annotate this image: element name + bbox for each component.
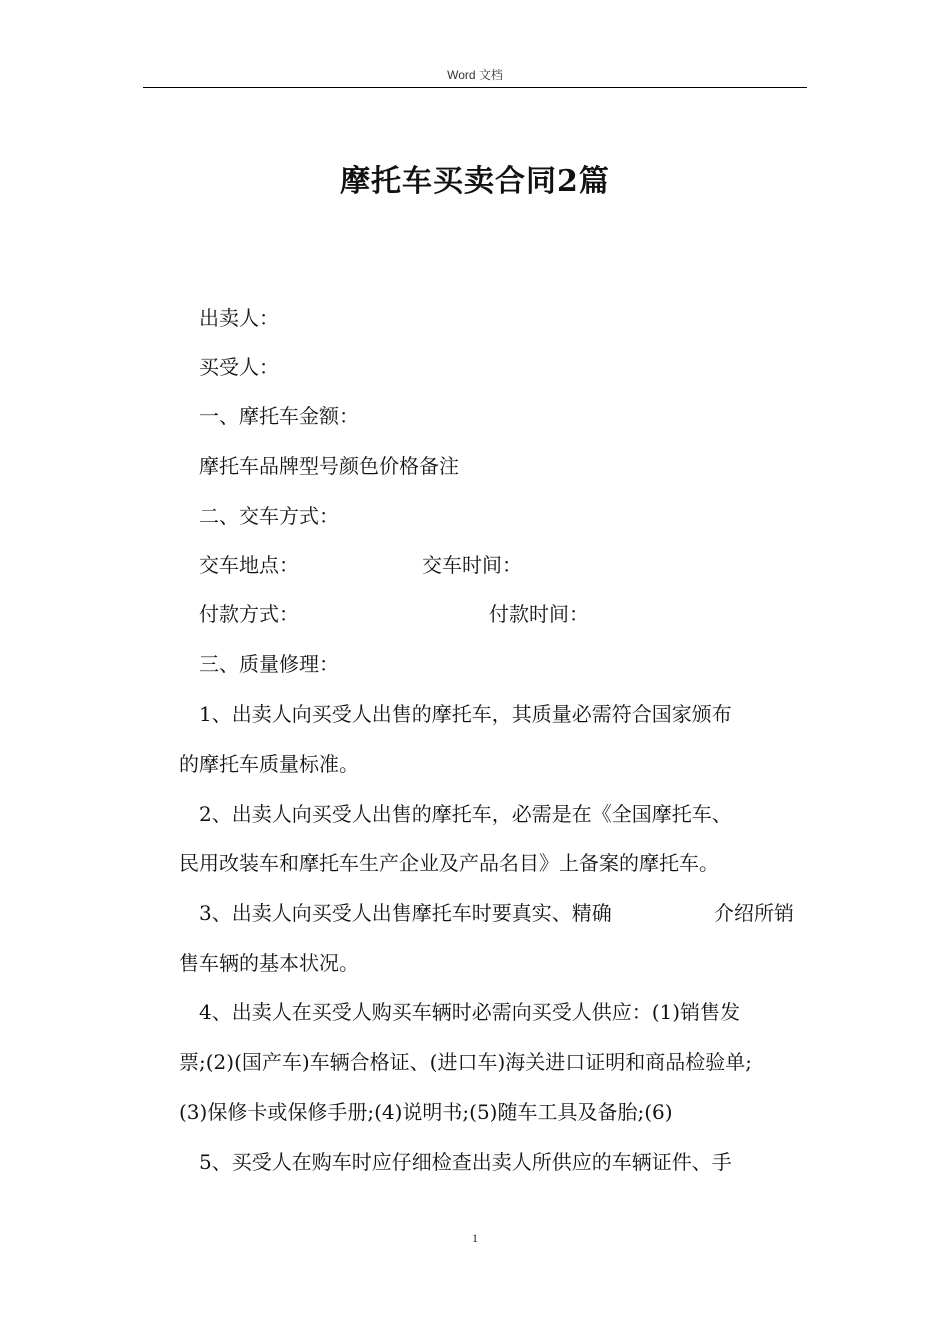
clause-3-line-1b: 介绍所销 — [714, 901, 794, 925]
clause-4-line-2: 票;(2)(国产车)车辆合格证、(进口车)海关进口证明和商品检验单; — [179, 1050, 753, 1074]
clause-2-line-2: 民用改装车和摩托车生产企业及产品名目》上备案的摩托车。 — [179, 851, 719, 875]
clause-5-line-1: 5、买受人在购车时应仔细检查出卖人所供应的车辆证件、手 — [199, 1150, 732, 1174]
buyer-label: 买受人： — [199, 355, 279, 379]
document-title: 摩托车买卖合同2篇 — [340, 164, 610, 199]
page-number: 1 — [472, 1231, 478, 1245]
section-heading-delivery: 二、交车方式： — [199, 504, 339, 528]
clause-1-line-1: 1、出卖人向买受人出售的摩托车，其质量必需符合国家颁布 — [199, 702, 732, 726]
page-header: Word 文档 — [447, 68, 503, 82]
clause-3-line-2: 售车辆的基本状况。 — [179, 951, 359, 975]
payment-method-label: 付款方式： — [199, 602, 299, 626]
clause-1-line-2: 的摩托车质量标准。 — [179, 752, 359, 776]
section-heading-quality: 三、质量修理： — [199, 652, 339, 676]
clause-4-line-1: 4、出卖人在买受人购买车辆时必需向买受人供应：(1)销售发 — [199, 1000, 741, 1024]
clause-3-line-1a: 3、出卖人向买受人出售摩托车时要真实、精确 — [199, 901, 612, 925]
delivery-time-label: 交车时间： — [422, 553, 522, 577]
section-heading-amount: 一、摩托车金额： — [199, 404, 359, 428]
header-divider — [143, 87, 807, 88]
payment-time-label: 付款时间： — [489, 602, 589, 626]
seller-label: 出卖人： — [199, 306, 279, 330]
table-header-text: 摩托车品牌型号颜色价格备注 — [199, 454, 459, 478]
delivery-place-label: 交车地点： — [199, 553, 299, 577]
clause-4-line-3: (3)保修卡或保修手册;(4)说明书;(5)随车工具及备胎;(6) — [179, 1100, 673, 1124]
clause-2-line-1: 2、出卖人向买受人出售的摩托车，必需是在《全国摩托车、 — [199, 802, 732, 826]
